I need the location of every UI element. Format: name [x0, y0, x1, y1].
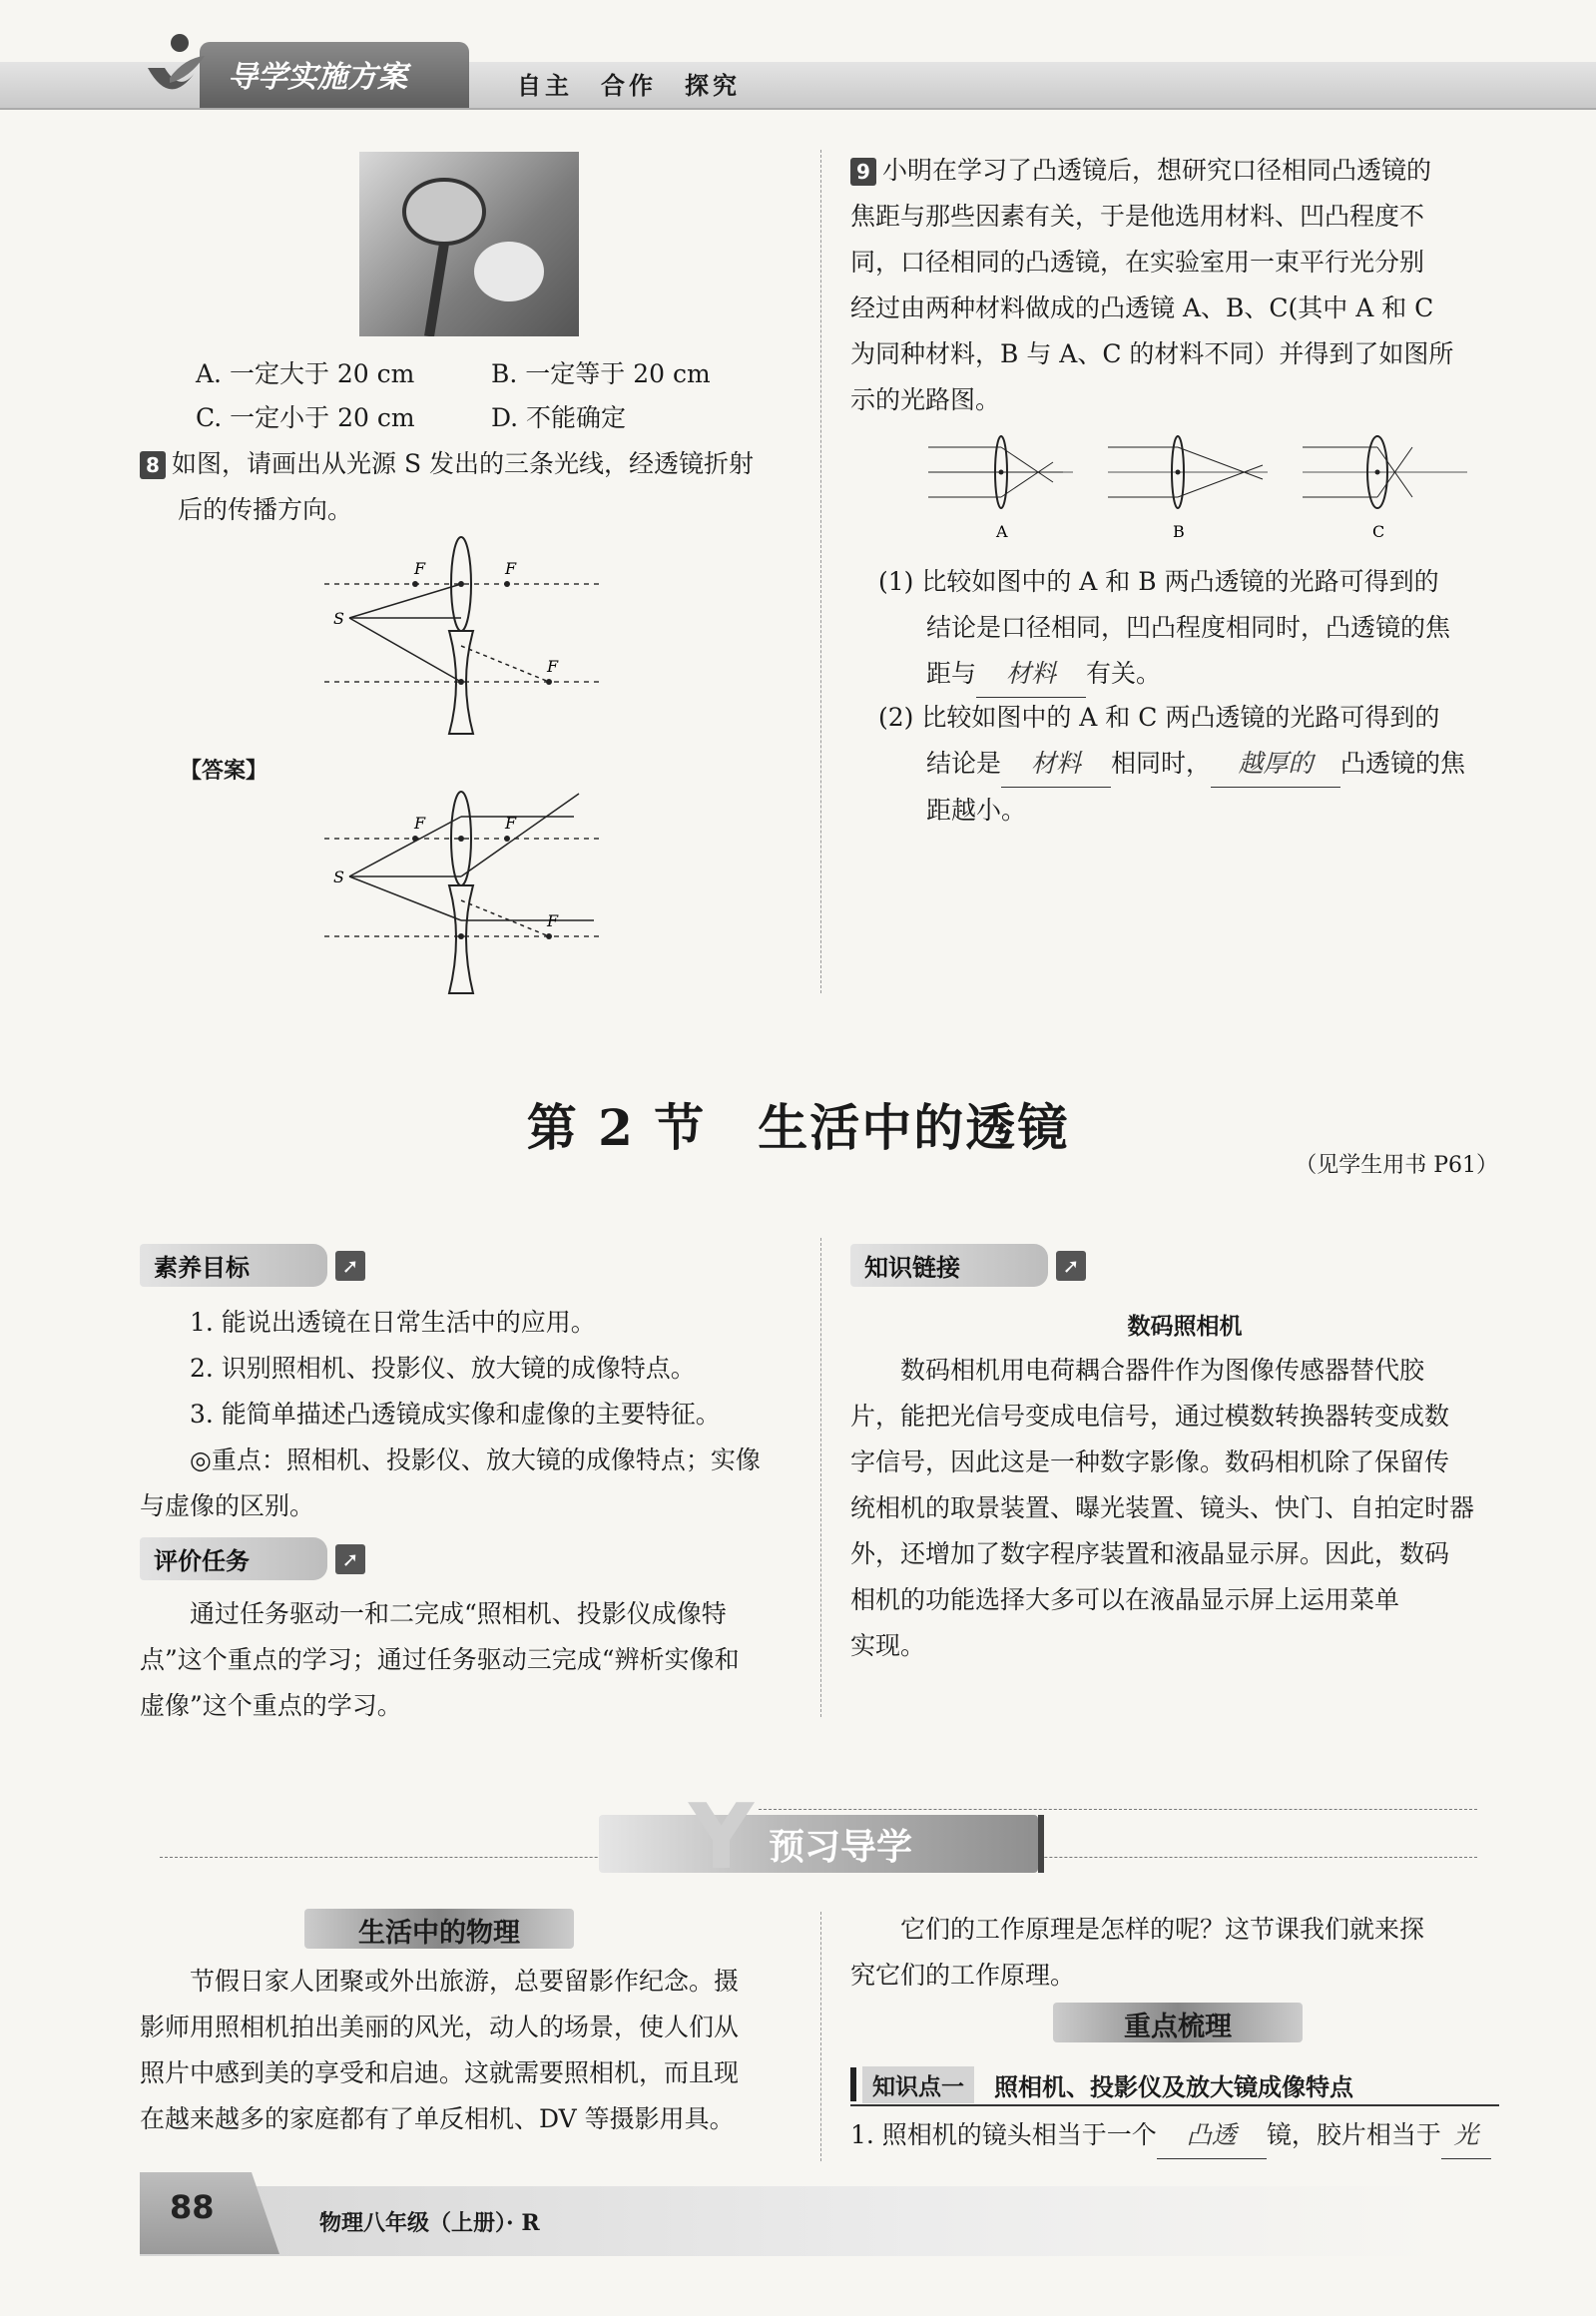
q8-line1: 如图，请画出从光源 S 发出的三条光线，经透镜折射	[172, 449, 755, 478]
life-line2: 影师用照相机拍出美丽的风光，动人的场景，使人们从	[140, 2013, 740, 2041]
tasks-tag: 评价任务	[140, 1537, 327, 1580]
arrow-icon: ➚	[335, 1251, 365, 1281]
knowledge-line7: 实现。	[850, 1631, 926, 1660]
q9-part1-answer: 材料	[976, 651, 1086, 698]
knowledge-line3: 字信号，因此这是一种数字影像。数码相机除了保留传	[850, 1448, 1450, 1476]
life-line4: 在越来越多的家庭都有了单反相机、DV 等摄影用具。	[140, 2104, 735, 2133]
header-brand: 导学实施方案	[228, 60, 407, 95]
q8-number: 8	[140, 451, 166, 479]
ans-label-f1: F	[414, 814, 426, 833]
kp-title: 照相机、投影仪及放大镜成像特点	[994, 2072, 1353, 2101]
knowledge-title: 数码照相机	[1127, 1314, 1243, 1340]
knowledge-line1: 数码相机用电荷耦合器件作为图像传感器替代胶	[900, 1356, 1425, 1385]
q7-option-c: C. 一定小于 20 cm	[196, 403, 415, 432]
page-number: 88	[170, 2188, 215, 2226]
q8-figure	[319, 534, 619, 739]
knowledge-line5: 外，还增加了数字程序装置和液晶显示屏。因此，数码	[850, 1539, 1450, 1568]
banner-line-top	[759, 1809, 1477, 1810]
arrow-icon: ➚	[335, 1544, 365, 1574]
header-tags: 自主 合作 探究	[517, 71, 741, 100]
key-title: 重点梳理	[1124, 2012, 1232, 2042]
goals-tag-wrap	[140, 1244, 365, 1287]
q9-part2-line2c: 凸透镜的焦	[1340, 749, 1466, 778]
goals-focus-line1: ◎重点：照相机、投影仪、放大镜的成像特点；实像	[190, 1446, 761, 1474]
arrow-icon: ➚	[1056, 1251, 1086, 1281]
kp-bar	[850, 2067, 856, 2101]
goals-focus-line2: 与虚像的区别。	[140, 1491, 315, 1520]
section-title: 第 2 节 生活中的透镜	[526, 1098, 1070, 1157]
lens-b	[1108, 436, 1268, 541]
q9-part2-answer1: 材料	[1001, 741, 1111, 788]
preview-banner-title: 预习导学	[769, 1827, 913, 1868]
tasks-line3: 虚像”这个重点的学习。	[140, 1691, 402, 1720]
tasks-line1: 通过任务驱动一和二完成“照相机、投影仪成像特	[190, 1599, 727, 1628]
ans-label-s: S	[333, 868, 344, 886]
knowledge-line4: 统相机的取景装置、曝光装置、镜头、快门、自拍定时器	[850, 1493, 1475, 1522]
q8-line2: 后的传播方向。	[178, 495, 353, 524]
q9-line6: 示的光路图。	[850, 385, 1001, 414]
q9-part1	[878, 559, 1527, 698]
kp-label: 知识点一	[862, 2066, 974, 2103]
right-intro-line1: 它们的工作原理是怎样的呢？这节课我们就来探	[900, 1915, 1425, 1944]
q9-part2-line1: (2) 比较如图中的 A 和 C 两凸透镜的光路可得到的	[878, 703, 1440, 732]
goal-item-2: 2. 识别照相机、投影仪、放大镜的成像特点。	[190, 1354, 696, 1383]
q9-text	[850, 148, 1519, 423]
kp-q1-answer2: 光	[1441, 2112, 1491, 2159]
q9-part1-line3b: 有关。	[1086, 659, 1162, 688]
knowledge-line2: 片，能把光信号变成电信号，通过模数转换器转变成数	[850, 1402, 1450, 1431]
ans-label-f2: F	[505, 814, 517, 833]
q9-line4: 经过由两种材料做成的凸透镜 A、B、C(其中 A 和 C	[850, 293, 1434, 322]
kp-q1-answer: 凸透	[1157, 2112, 1267, 2159]
column-divider-3	[820, 1912, 821, 2161]
q8-label-f3: F	[547, 657, 559, 676]
q7-option-b: B. 一定等于 20 cm	[491, 359, 711, 388]
q9-part1-line1: (1) 比较如图中的 A 和 B 两凸透镜的光路可得到的	[878, 567, 1439, 596]
section-ref: （见学生用书 P61）	[1295, 1153, 1498, 1178]
life-title: 生活中的物理	[358, 1918, 520, 1949]
life-line1: 节假日家人团聚或外出旅游，总要留影作纪念。摄	[190, 1967, 740, 1996]
q8-text	[140, 441, 798, 533]
knowledge-tag: 知识链接	[850, 1244, 1048, 1287]
logo-icon	[140, 28, 210, 108]
right-intro-line2: 究它们的工作原理。	[850, 1961, 1076, 1990]
q9-figure	[923, 427, 1472, 547]
tasks-text	[140, 1591, 808, 1729]
goals-list	[140, 1300, 808, 1529]
q7-option-a: A. 一定大于 20 cm	[196, 359, 415, 388]
footer-book: 物理八年级（上册）· R	[319, 2210, 540, 2236]
q8-label-s: S	[333, 609, 344, 628]
life-text	[140, 1959, 808, 2142]
label-c: C	[1372, 522, 1385, 541]
lens-a	[928, 436, 1073, 541]
ans-label-f3: F	[547, 911, 559, 930]
knowledge-tag-wrap	[850, 1244, 1086, 1287]
q9-part2	[878, 695, 1527, 834]
lens-photo	[359, 152, 579, 336]
tasks-line2: 点”这个重点的学习；通过任务驱动三完成“辨析实像和	[140, 1645, 740, 1674]
q9-part2-line2a: 结论是	[926, 749, 1002, 778]
label-b: B	[1173, 522, 1185, 541]
lens-c	[1303, 436, 1467, 541]
kp-row	[850, 2064, 1499, 2106]
q9-part1-line3a: 距与	[926, 659, 977, 688]
q9-line2: 焦距与那些因素有关，于是他选用材料、凹凸程度不	[850, 202, 1425, 231]
goals-tag: 素养目标	[140, 1244, 327, 1287]
column-divider-2	[820, 1238, 821, 1717]
banner-y-icon: Y	[689, 1785, 755, 1890]
kp-q1-text-b: 镜，胶片相当于	[1266, 2120, 1441, 2149]
goal-item-3: 3. 能简单描述凸透镜成实像和虚像的主要特征。	[190, 1400, 721, 1429]
banner-end-bar	[1038, 1815, 1044, 1873]
q9-part1-line2: 结论是口径相同，凹凸程度相同时，凸透镜的焦	[926, 613, 1451, 642]
q8-label-f2: F	[505, 559, 517, 578]
q9-line3: 同，口径相同的凸透镜，在实验室用一束平行光分别	[850, 248, 1425, 277]
q9-line1: 小明在学习了凸透镜后，想研究口径相同凸透镜的	[882, 156, 1432, 185]
knowledge-line6: 相机的功能选择大多可以在液晶显示屏上运用菜单	[850, 1585, 1400, 1614]
q9-number: 9	[850, 158, 876, 186]
q9-part2-answer2: 越厚的	[1211, 741, 1340, 788]
kp-q1-text-a: 1. 照相机的镜头相当于一个	[850, 2120, 1157, 2149]
knowledge-text	[850, 1348, 1519, 1669]
q9-line5: 为同种材料，B 与 A、C 的材料不同）并得到了如图所	[850, 339, 1454, 368]
q7-option-d: D. 不能确定	[491, 403, 627, 432]
q8-answer-figure	[319, 789, 619, 998]
q8-answer-label: 【答案】	[180, 759, 268, 784]
tasks-tag-wrap	[140, 1537, 365, 1580]
q9-part2-line3: 距越小。	[926, 796, 1027, 825]
q8-label-f1: F	[414, 559, 426, 578]
goal-item-1: 1. 能说出透镜在日常生活中的应用。	[190, 1308, 596, 1337]
column-divider	[820, 150, 821, 993]
kp-q1	[850, 2112, 1519, 2159]
label-a: A	[996, 522, 1008, 541]
life-line3: 照片中感到美的享受和启迪。这就需要照相机，而且现	[140, 2058, 740, 2087]
right-intro	[850, 1907, 1519, 1999]
q9-part2-line2b: 相同时，	[1111, 749, 1212, 778]
